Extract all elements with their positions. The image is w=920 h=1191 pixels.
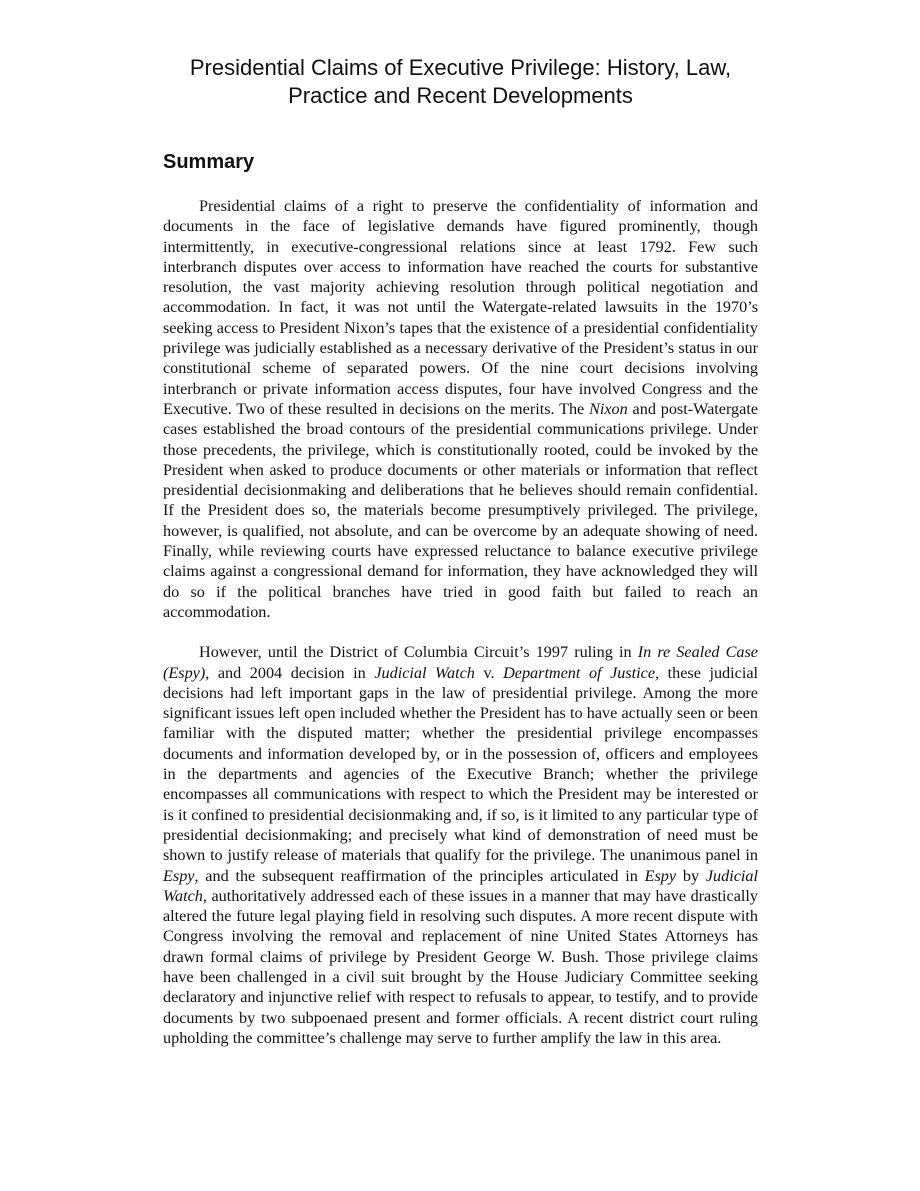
p2-text-1: However, until the District of Columbia Circuit’s 1997 ruling in [199,643,638,662]
p2-text-4: these judicial decisions had left important gaps in the law of presidential privilege. Among the more significant issues left open included whether the President has to have actually seen or been familiar with the disputed matter; whether the presidential privilege encompasses documents and information developed by, or in the possession of, officers and employees in the departments and agencies of the Executive Branch; whether the privilege encompasses all communications with respect to which the President may be interested or is it confined to presidential decisionmaking and, if so, is it limited to any particular type of presidential decisionmaking; and precisely what kind of demonstration of need must be shown to justify release of materials that qualify for the privilege. The unanimous panel in [163,663,758,865]
summary-paragraph-2 [163,642,758,1048]
p2-italic-department-of-justice: Department of Justice, [503,663,660,682]
p2-text-5: , and the subsequent reaffirmation of the principles articulated in [194,866,645,885]
p2-text-2: and 2004 decision in [209,663,375,682]
p2-italic-judicial-watch: Judicial Watch [374,663,475,682]
document-page [163,54,758,1048]
p2-italic-in-re-sealed-case: In re Sealed Case (Espy), [163,643,758,682]
summary-heading: Summary [163,151,255,173]
p2-italic-espy-2: Espy [644,866,677,885]
title-line-1: Presidential Claims of Executive Privilege: History, Law, [189,55,732,80]
p2-text-7: , authoritatively addressed each of these issues in a manner that may have drastically altered the future legal playing field in resolving such disputes. A more recent dispute with Congress involving the removal and replacement of nine United States Attorneys has drawn formal claims of privilege by President George W. Bush. Those privilege claims have been challenged in a civil suit brought by the House Judiciary Committee seeking declaratory and injunctive relief with respect to refusals to appear, to testify, and to provide documents by two subpoenaed present and former officials. A recent district court ruling upholding the committee’s challenge may serve to further amplify the law in this area. [163,886,758,1047]
p1-italic-nixon: Nixon [589,399,628,418]
p1-text-2: and post-Watergate cases established the broad contours of the presidential communications privilege. Under those precedents, the privilege, which is constitutionally rooted, could be invoked by the President when asked to produce documents or other materials or information that reflect presidential decisionmaking and deliberations that he believes should remain confidential. If the President does so, the materials become presumptively privileged. The privilege, however, is qualified, not absolute, and can be overcome by an adequate showing of need. Finally, while reviewing courts have expressed reluctance to balance executive privilege claims against a congressional demand for information, they have acknowledged they will do so if the political branches have tried in good faith but failed to reach an accommodation. [163,399,759,621]
title-line-2: Practice and Recent Developments [288,83,633,108]
p2-text-3: v. [474,663,504,682]
p2-italic-judicial-watch-2: Judicial Watch [163,866,759,905]
document-title [163,54,758,110]
p1-text-1: Presidential claims of a right to preserve the confidentiality of information and documents in the face of legislative demands have figured prominently, though intermittently, in executive-congressional relations since at least 1792. Few such interbranch disputes over access to information have reached the courts for substantive resolution, the vast majority achieving resolution through political negotiation and accommodation. In fact, it was not until the Watergate-related lawsuits in the 1970’s seeking access to President Nixon’s tapes that the existence of a presidential confidentiality privilege was judicially established as a necessary derivative of the President’s status in our constitutional scheme of separated powers. Of the nine court decisions involving interbranch or private information access disputes, four have involved Congress and the Executive. Two of these resulted in decisions on the merits. The [163,197,758,418]
summary-paragraph-1 [163,196,758,622]
p2-text-6: by [676,866,706,885]
p2-italic-espy: Espy [163,866,195,885]
